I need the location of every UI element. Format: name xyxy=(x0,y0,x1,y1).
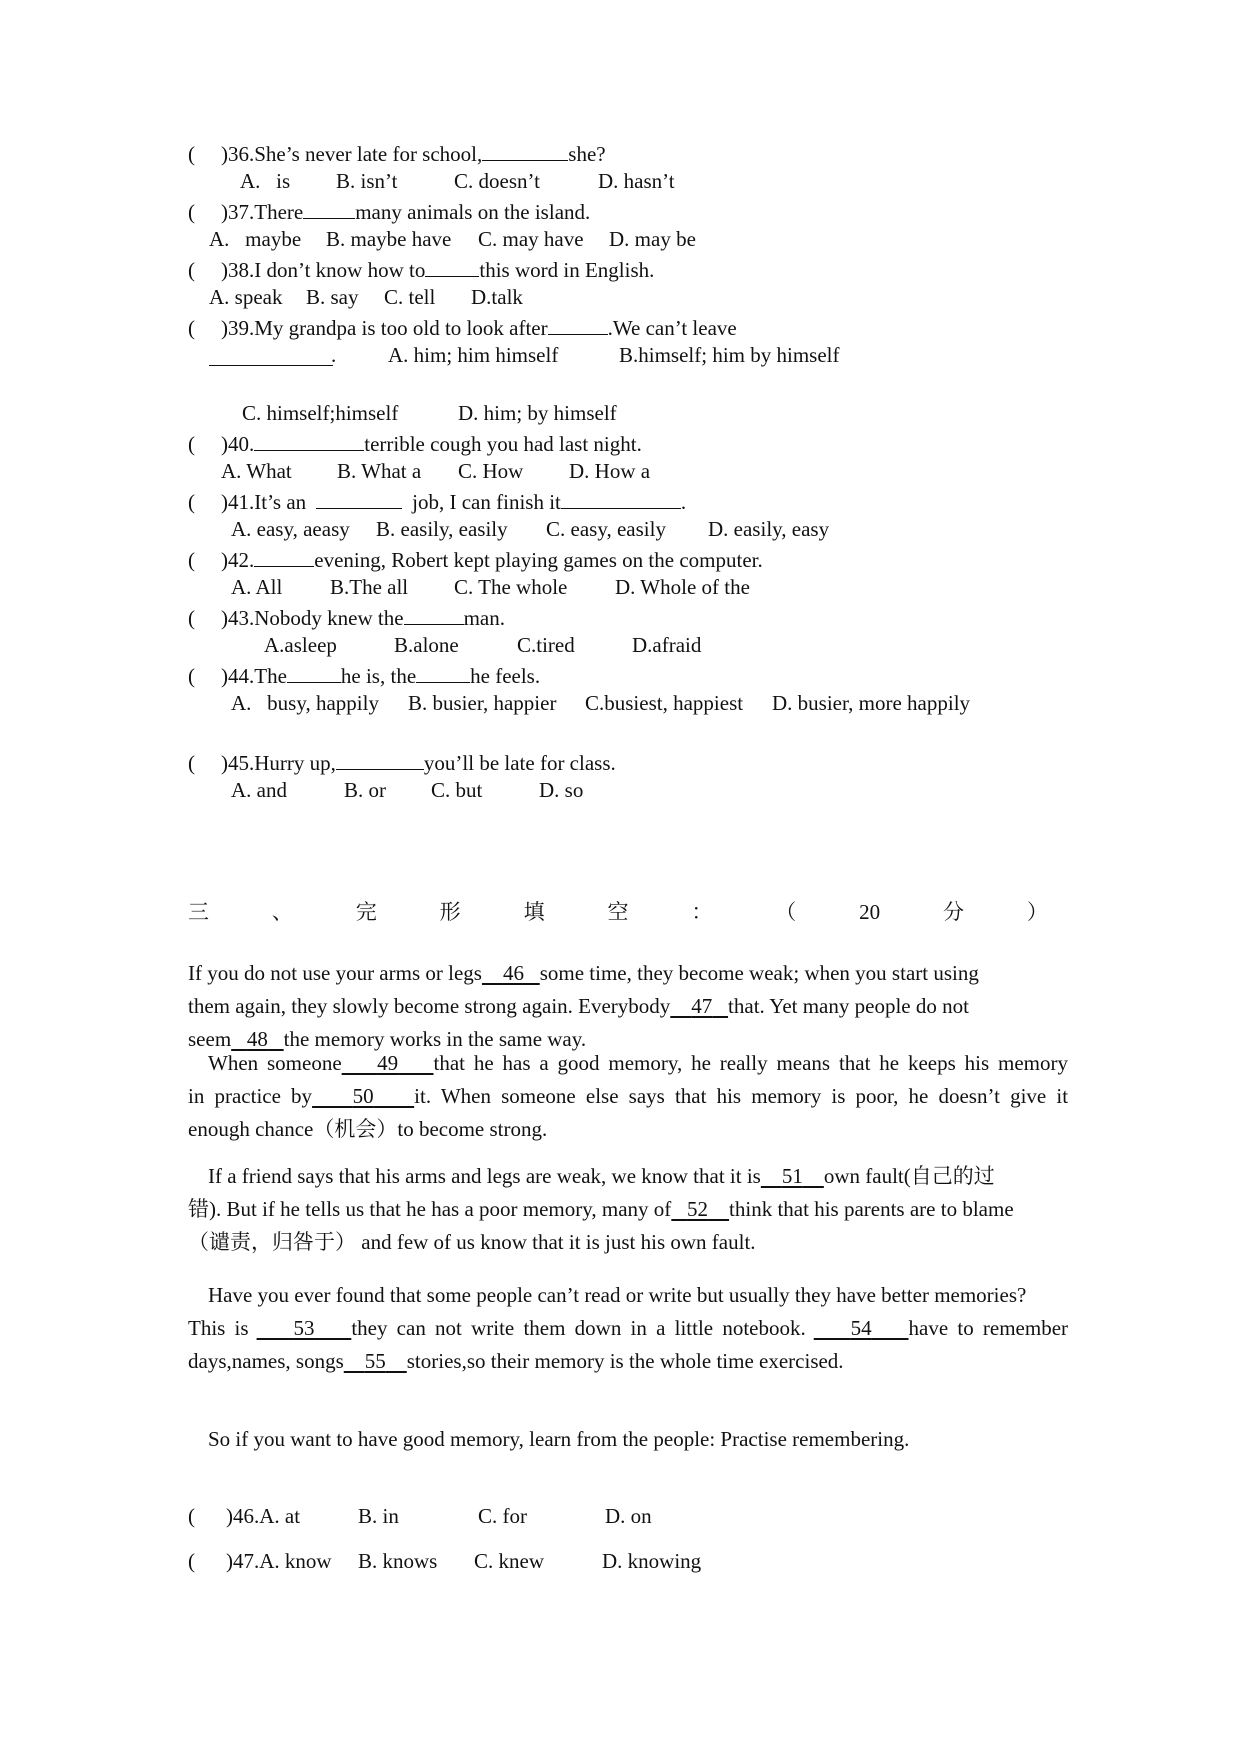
question-45 xyxy=(188,747,616,775)
answer-blank xyxy=(287,660,341,683)
option-b: B. say xyxy=(306,285,359,309)
question-stem: )39.My grandpa is too old to look after xyxy=(221,316,548,340)
option-d: D. on xyxy=(605,1504,652,1528)
question-44 xyxy=(188,660,540,688)
option-d: D. so xyxy=(539,778,584,802)
option-c: C. tell xyxy=(384,285,436,309)
option-b: B. knows xyxy=(358,1549,438,1573)
option-d: D. may be xyxy=(609,227,696,251)
option-d: D. him; by himself xyxy=(458,401,617,425)
option-c: C.tired xyxy=(517,633,575,657)
passage-line xyxy=(188,1226,1078,1259)
answer-blank xyxy=(209,343,333,366)
answer-blank xyxy=(336,747,424,770)
heading-points: 20 xyxy=(859,900,881,924)
passage-line xyxy=(188,1160,1078,1193)
heading-char: 、 xyxy=(271,900,293,924)
passage-text: that. Yet many people do not xyxy=(728,994,969,1018)
option-a: )47.A. know xyxy=(226,1549,332,1573)
question-stem: . xyxy=(680,490,687,514)
answer-paren: ( xyxy=(188,490,195,514)
heading-char: （ xyxy=(775,900,797,924)
option-d: D. easily, easy xyxy=(708,517,830,541)
option-d: D. knowing xyxy=(602,1549,702,1573)
answer-paren: ( xyxy=(188,751,195,775)
passage-text: days,names, songs xyxy=(188,1349,344,1373)
blank-period: . xyxy=(331,343,337,367)
passage-text: stories,so their memory is the whole time exercised. xyxy=(406,1349,844,1373)
question-stem: job, I can finish it xyxy=(412,490,561,514)
option-c: C.busiest, happiest xyxy=(585,691,744,715)
heading-char: 三 xyxy=(188,900,209,924)
answer-paren: ( xyxy=(188,548,195,572)
option-a: A. maybe xyxy=(209,227,302,251)
passage-text: Have you ever found that some people can’t read or write but usually they have better memories? xyxy=(208,1283,1027,1307)
blank-number: 52 xyxy=(687,1197,709,1221)
blank-52 xyxy=(671,1197,729,1221)
option-d: D.talk xyxy=(471,285,523,309)
question-40 xyxy=(188,428,642,456)
question-37 xyxy=(188,196,590,224)
heading-char: 完 xyxy=(355,900,377,924)
passage-text: （谴责，归咎于） and few of us know that it is just his own fault. xyxy=(188,1230,756,1254)
option-a: A. busy, happily xyxy=(231,691,379,715)
question-42 xyxy=(188,544,763,572)
question-stem: )40. xyxy=(221,432,255,456)
option-b: B. or xyxy=(344,778,386,802)
section-heading-cloze xyxy=(188,898,1048,926)
answer-paren: ( xyxy=(188,432,195,456)
blank-number: 48 xyxy=(246,1027,268,1051)
option-b: B.himself; him by himself xyxy=(619,343,840,367)
answer-blank xyxy=(425,254,479,277)
option-d: D. How a xyxy=(569,459,651,483)
option-a: A. and xyxy=(231,778,287,802)
heading-char: ： xyxy=(691,900,713,924)
option-d: D. busier, more happily xyxy=(772,691,971,715)
passage-text: If a friend says that his arms and legs are weak, we know that it is xyxy=(208,1164,761,1188)
option-c: C. but xyxy=(431,778,483,802)
question-stem: )44.The xyxy=(221,664,287,688)
passage-text: in practice by xyxy=(188,1084,313,1108)
passage-line xyxy=(188,1193,1078,1226)
passage-paragraph-1 xyxy=(188,957,1078,1056)
heading-char: ） xyxy=(1026,900,1048,924)
blank-number: 53 xyxy=(293,1316,315,1340)
option-c: C. himself;himself xyxy=(242,401,399,425)
answer-paren: ( xyxy=(188,200,195,224)
heading-char: 分 xyxy=(943,900,965,924)
passage-text: the memory works in the same way. xyxy=(283,1027,587,1051)
passage-text: that he has a good memory, he really means that he keeps his memory xyxy=(433,1051,1068,1075)
option-b: B. in xyxy=(358,1504,399,1528)
answer-blank xyxy=(254,428,364,451)
answer-blank xyxy=(254,544,314,567)
question-stem: )45.Hurry up, xyxy=(221,751,336,775)
answer-blank xyxy=(316,486,402,509)
blank-number: 46 xyxy=(502,961,524,985)
blank-50 xyxy=(312,1084,414,1108)
question-stem: terrible cough you had last night. xyxy=(364,432,642,456)
question-stem: )42. xyxy=(221,548,255,572)
option-c: C. How xyxy=(458,459,524,483)
passage-text: think that his parents are to blame xyxy=(729,1197,1014,1221)
option-c: C. for xyxy=(478,1504,527,1528)
option-a: A. him; him himself xyxy=(388,343,559,367)
passage-paragraph-4-line-3 xyxy=(188,1345,1078,1378)
option-a: A. What xyxy=(221,459,292,483)
blank-number: 55 xyxy=(364,1349,386,1373)
question-stem: )38.I don’t know how to xyxy=(221,258,426,282)
passage-text: 错). But if he tells us that he has a poor memory, many of xyxy=(188,1197,672,1221)
passage-text: When someone xyxy=(208,1051,342,1075)
question-stem: many animals on the island. xyxy=(355,200,591,224)
heading-char: 空 xyxy=(607,900,629,924)
blank-55 xyxy=(344,1349,407,1373)
blank-number: 50 xyxy=(352,1084,374,1108)
question-stem: this word in English. xyxy=(479,258,655,282)
option-b: B. isn’t xyxy=(336,169,398,193)
answer-paren: ( xyxy=(188,664,195,688)
option-a: A. is xyxy=(240,169,291,193)
passage-text: So if you want to have good memory, learn from the people: Practise remembering. xyxy=(208,1427,910,1451)
option-b: B. easily, easily xyxy=(376,517,508,541)
option-a: A. easy, aeasy xyxy=(231,517,350,541)
option-b: B.The all xyxy=(330,575,409,599)
question-36 xyxy=(188,138,606,166)
passage-text: they can not write them down in a little notebook. xyxy=(351,1316,806,1340)
blank-number: 47 xyxy=(691,994,713,1018)
blank-53 xyxy=(257,1316,352,1340)
heading-char: 填 xyxy=(523,900,545,924)
option-c: C. The whole xyxy=(454,575,568,599)
answer-paren: ( xyxy=(188,1504,195,1528)
question-stem: )37.There xyxy=(221,200,304,224)
option-d: D.afraid xyxy=(632,633,702,657)
passage-paragraph-4-line-1 xyxy=(188,1279,1078,1312)
passage-text: some time, they become weak; when you start using xyxy=(539,961,979,985)
answer-paren: ( xyxy=(188,316,195,340)
answer-blank xyxy=(404,602,464,625)
passage-paragraph-2-line-3 xyxy=(188,1113,1078,1146)
passage-text: them again, they slowly become strong again. Everybody xyxy=(188,994,671,1018)
passage-text: have to remember xyxy=(908,1316,1069,1340)
answer-paren: ( xyxy=(188,606,195,630)
option-a: A. speak xyxy=(209,285,283,309)
option-c: C. easy, easily xyxy=(546,517,666,541)
question-stem: )36.She’s never late for school, xyxy=(221,142,483,166)
blank-number: 51 xyxy=(781,1164,803,1188)
passage-line xyxy=(188,957,1078,990)
question-stem: you’ll be late for class. xyxy=(423,751,616,775)
passage-paragraph-5 xyxy=(188,1423,1078,1456)
question-stem: he feels. xyxy=(470,664,541,688)
option-b: B.alone xyxy=(394,633,459,657)
question-41 xyxy=(188,486,686,514)
answer-blank xyxy=(548,312,608,335)
option-b: B. What a xyxy=(337,459,422,483)
blank-49 xyxy=(342,1051,434,1075)
option-a: A.asleep xyxy=(264,633,337,657)
passage-text: This is xyxy=(188,1316,249,1340)
blank-46 xyxy=(482,961,540,985)
passage-text: If you do not use your arms or legs xyxy=(188,961,482,985)
answer-paren: ( xyxy=(188,1549,195,1573)
answer-blank xyxy=(482,138,568,161)
answer-blank xyxy=(416,660,470,683)
answer-paren: ( xyxy=(188,142,195,166)
question-39 xyxy=(188,312,737,340)
passage-text: it. When someone else says that his memory is poor, he doesn’t give it xyxy=(414,1084,1069,1108)
question-stem: man. xyxy=(463,606,505,630)
passage-paragraph-3 xyxy=(188,1160,1078,1259)
blank-number: 54 xyxy=(850,1316,872,1340)
question-stem: .We can’t leave xyxy=(607,316,737,340)
answer-blank xyxy=(303,196,355,219)
passage-text: own fault(自己的过 xyxy=(823,1164,995,1188)
answer-paren: ( xyxy=(188,258,195,282)
blank-51 xyxy=(761,1164,824,1188)
option-a: )46.A. at xyxy=(226,1504,301,1528)
option-c: C. knew xyxy=(474,1549,544,1573)
question-stem: )41.It’s an xyxy=(221,490,307,514)
passage-text: seem xyxy=(188,1027,232,1051)
question-38 xyxy=(188,254,654,282)
option-c: C. may have xyxy=(478,227,584,251)
answer-blank xyxy=(561,486,681,509)
question-43 xyxy=(188,602,505,630)
passage-text: enough chance（机会）to become strong. xyxy=(188,1117,548,1141)
blank-number: 49 xyxy=(377,1051,399,1075)
option-c: C. doesn’t xyxy=(454,169,540,193)
question-stem: she? xyxy=(568,142,606,166)
question-stem: he is, the xyxy=(340,664,417,688)
question-stem: evening, Robert kept playing games on the computer. xyxy=(314,548,763,572)
option-b: B. maybe have xyxy=(326,227,452,251)
option-b: B. busier, happier xyxy=(408,691,557,715)
blank-47 xyxy=(670,994,728,1018)
option-a: A. All xyxy=(231,575,283,599)
option-d: D. hasn’t xyxy=(598,169,675,193)
heading-char: 形 xyxy=(439,900,461,924)
question-stem: )43.Nobody knew the xyxy=(221,606,404,630)
blank-54 xyxy=(814,1316,909,1340)
passage-line xyxy=(188,990,1078,1023)
option-d: D. Whole of the xyxy=(615,575,750,599)
